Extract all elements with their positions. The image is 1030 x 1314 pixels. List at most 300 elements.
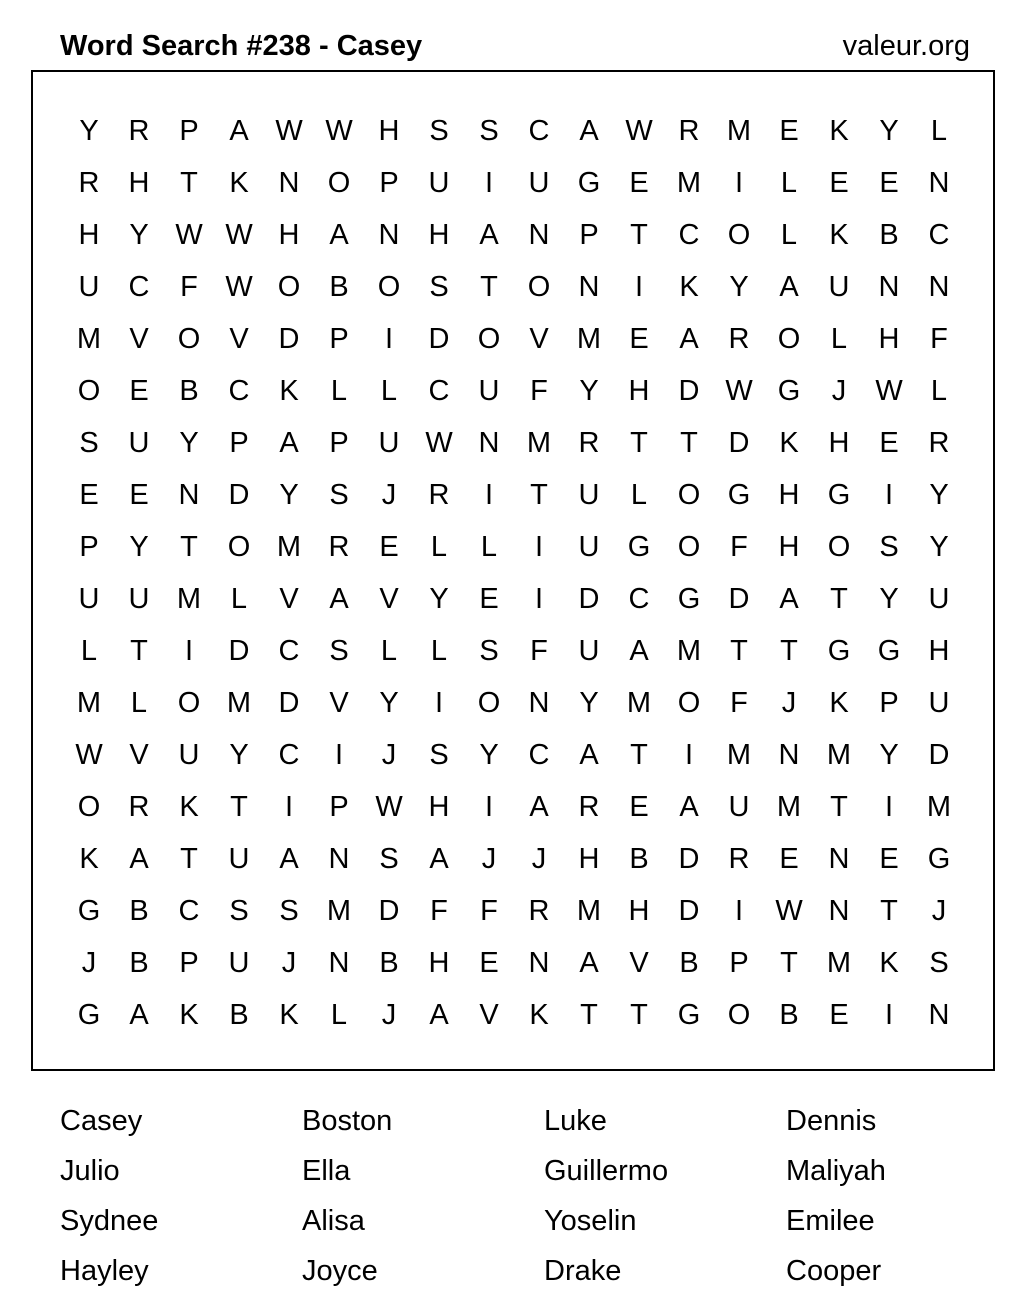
grid-letter: U	[728, 790, 750, 823]
grid-letter: P	[329, 426, 349, 459]
grid-letter: Y	[879, 114, 899, 147]
grid-letter: K	[279, 998, 299, 1031]
grid-letter: J	[381, 998, 397, 1031]
grid-letter: H	[628, 894, 650, 927]
grid-letter: U	[428, 166, 450, 199]
grid-letter: U	[928, 582, 950, 615]
grid-letter: T	[480, 270, 498, 303]
grid-letter: C	[528, 114, 550, 147]
grid-letter: Y	[929, 478, 949, 511]
word-list	[60, 1096, 1028, 1296]
grid-letter: T	[530, 478, 548, 511]
word-list-item: Cooper	[786, 1255, 882, 1287]
grid-letter: L	[80, 634, 98, 667]
grid-letter: L	[130, 686, 148, 719]
grid-letter: Y	[729, 270, 749, 303]
grid-letter: P	[579, 218, 599, 251]
grid-letter: M	[326, 894, 352, 927]
grid-letter: O	[227, 530, 251, 563]
word-list-item: Ella	[302, 1155, 351, 1187]
grid-letter: Y	[179, 426, 199, 459]
grid-letter: N	[828, 894, 850, 927]
grid-letter: E	[629, 166, 649, 199]
grid-letter: K	[279, 374, 299, 407]
grid-letter: H	[928, 634, 950, 667]
grid-letter: L	[430, 530, 448, 563]
word-list-item: Emilee	[786, 1205, 875, 1237]
grid-letter: V	[329, 686, 349, 719]
grid-letter: N	[328, 946, 350, 979]
grid-letter: C	[278, 738, 300, 771]
grid-letter: I	[384, 322, 394, 355]
grid-letter: H	[778, 478, 800, 511]
grid-letter: B	[129, 894, 149, 927]
grid-letter: A	[779, 582, 799, 615]
grid-letter: P	[329, 322, 349, 355]
grid-letter: Y	[279, 478, 299, 511]
grid-letter: L	[780, 166, 798, 199]
grid-letter: N	[528, 686, 550, 719]
grid-letter: T	[130, 634, 148, 667]
grid-letter: L	[480, 530, 498, 563]
grid-letter: U	[578, 478, 600, 511]
grid-letter: G	[827, 634, 851, 667]
grid-letter: D	[578, 582, 600, 615]
grid-letter: D	[228, 634, 250, 667]
grid-letter: I	[484, 478, 494, 511]
grid-letter: S	[429, 270, 449, 303]
grid-letter: N	[928, 270, 950, 303]
grid-letter: R	[728, 842, 750, 875]
grid-letter: N	[178, 478, 200, 511]
grid-letter: L	[930, 114, 948, 147]
grid-letter: Y	[579, 686, 599, 719]
grid-letter: U	[928, 686, 950, 719]
grid-letter: D	[728, 582, 750, 615]
grid-letter: M	[826, 946, 852, 979]
grid-letter: R	[128, 790, 150, 823]
grid-letter: Y	[429, 582, 449, 615]
grid-letter: W	[275, 114, 303, 147]
grid-letter: B	[779, 998, 799, 1031]
grid-letter: Y	[579, 374, 599, 407]
grid-letter: R	[328, 530, 350, 563]
grid-letter: M	[276, 530, 302, 563]
grid-letter: K	[779, 426, 799, 459]
grid-letter: C	[928, 218, 950, 251]
grid-letter: U	[478, 374, 500, 407]
grid-letter: U	[228, 842, 250, 875]
grid-letter: N	[828, 842, 850, 875]
grid-letter: O	[677, 686, 701, 719]
grid-letter: A	[529, 790, 549, 823]
grid-letter: S	[929, 946, 949, 979]
grid-letter: C	[528, 738, 550, 771]
grid-letter: I	[484, 790, 494, 823]
grid-letter: V	[529, 322, 549, 355]
grid-letter: V	[229, 322, 249, 355]
grid-letter: T	[180, 842, 198, 875]
grid-letter: T	[630, 738, 648, 771]
word-list-item: Sydnee	[60, 1205, 159, 1237]
grid-letter: I	[534, 582, 544, 615]
grid-letter: A	[429, 842, 449, 875]
grid-letter: P	[879, 686, 899, 719]
grid-letter: A	[629, 634, 649, 667]
grid-letter: R	[578, 426, 600, 459]
grid-letter: A	[329, 582, 349, 615]
grid-letter: A	[429, 998, 449, 1031]
grid-letter: N	[878, 270, 900, 303]
grid-letter: C	[428, 374, 450, 407]
grid-letter: M	[76, 686, 102, 719]
grid-letter: G	[877, 634, 901, 667]
grid-letter: T	[680, 426, 698, 459]
word-list-item: Casey	[60, 1105, 143, 1137]
grid-letter: F	[530, 634, 548, 667]
grid-letter: U	[228, 946, 250, 979]
grid-letter: I	[634, 270, 644, 303]
grid-letter: U	[578, 634, 600, 667]
grid-letter: H	[628, 374, 650, 407]
word-list-item: Luke	[544, 1105, 607, 1137]
grid-letter: M	[526, 426, 552, 459]
grid-letter: N	[928, 998, 950, 1031]
grid-letter: S	[429, 114, 449, 147]
grid-letter: E	[479, 946, 499, 979]
grid-letter: S	[429, 738, 449, 771]
grid-letter: C	[128, 270, 150, 303]
grid-letter: J	[381, 738, 397, 771]
grid-letter: U	[178, 738, 200, 771]
grid-letter: S	[279, 894, 299, 927]
grid-letter: S	[229, 894, 249, 927]
grid-letter: M	[926, 790, 952, 823]
grid-letter: Y	[379, 686, 399, 719]
grid-letter: O	[477, 322, 501, 355]
grid-letter: T	[180, 166, 198, 199]
grid-letter: J	[81, 946, 97, 979]
grid-letter: L	[330, 374, 348, 407]
grid-letter: E	[829, 166, 849, 199]
grid-letter: W	[325, 114, 353, 147]
grid-letter: W	[775, 894, 803, 927]
grid-letter: S	[379, 842, 399, 875]
grid-letter: W	[375, 790, 403, 823]
grid-letter: O	[727, 218, 751, 251]
grid-letter: O	[277, 270, 301, 303]
grid-letter: K	[179, 998, 199, 1031]
grid-letter: I	[734, 894, 744, 927]
grid-letter: I	[884, 998, 894, 1031]
grid-letter: E	[879, 842, 899, 875]
grid-letter: C	[628, 582, 650, 615]
grid-letter: C	[178, 894, 200, 927]
grid-letter: N	[478, 426, 500, 459]
grid-letter: T	[630, 218, 648, 251]
grid-letter: I	[734, 166, 744, 199]
grid-letter: T	[830, 582, 848, 615]
grid-letter: R	[78, 166, 100, 199]
grid-letter: A	[779, 270, 799, 303]
grid-letter: T	[180, 530, 198, 563]
grid-letter: G	[827, 478, 851, 511]
grid-letter: G	[927, 842, 951, 875]
grid-letter: M	[626, 686, 652, 719]
grid-letter: B	[379, 946, 399, 979]
grid-letter: L	[780, 218, 798, 251]
grid-letter: R	[928, 426, 950, 459]
grid-letter: W	[225, 218, 253, 251]
grid-letter: P	[729, 946, 749, 979]
grid-letter: J	[481, 842, 497, 875]
grid-letter: I	[284, 790, 294, 823]
grid-letter: G	[577, 166, 601, 199]
grid-letter: S	[329, 478, 349, 511]
grid-letter: H	[428, 218, 450, 251]
grid-letter: M	[576, 322, 602, 355]
grid-letter: W	[425, 426, 453, 459]
grid-letter: R	[578, 790, 600, 823]
grid-letter: D	[728, 426, 750, 459]
grid-letter: U	[828, 270, 850, 303]
grid-letter: O	[177, 322, 201, 355]
grid-letter: L	[380, 374, 398, 407]
grid-letter: O	[77, 790, 101, 823]
grid-letter: S	[479, 634, 499, 667]
grid-letter: U	[78, 270, 100, 303]
grid-letter: L	[930, 374, 948, 407]
grid-letter: N	[778, 738, 800, 771]
grid-letter: U	[378, 426, 400, 459]
grid-letter: I	[434, 686, 444, 719]
grid-letter: D	[678, 842, 700, 875]
grid-letter: N	[928, 166, 950, 199]
grid-letter: M	[676, 634, 702, 667]
grid-letter: J	[831, 374, 847, 407]
grid-letter: A	[479, 218, 499, 251]
grid-letter: A	[579, 114, 599, 147]
grid-letter: C	[678, 218, 700, 251]
grid-letter: M	[576, 894, 602, 927]
grid-letter: A	[579, 738, 599, 771]
grid-letter: E	[629, 790, 649, 823]
grid-letter: N	[328, 842, 350, 875]
grid-letter: W	[75, 738, 103, 771]
grid-letter: R	[728, 322, 750, 355]
grid-letter: M	[176, 582, 202, 615]
grid-letter: V	[379, 582, 399, 615]
grid-letter: G	[677, 998, 701, 1031]
grid-letter: O	[177, 686, 201, 719]
grid-letter: O	[527, 270, 551, 303]
grid-letter: L	[430, 634, 448, 667]
word-list-item: Alisa	[302, 1205, 365, 1237]
grid-letter: Y	[879, 738, 899, 771]
grid-letter: J	[531, 842, 547, 875]
grid-letter: I	[534, 530, 544, 563]
grid-letter: W	[175, 218, 203, 251]
grid-letter: F	[730, 530, 748, 563]
grid-letter: P	[79, 530, 99, 563]
grid-letter: A	[329, 218, 349, 251]
grid-letter: V	[479, 998, 499, 1031]
grid-letter: C	[278, 634, 300, 667]
grid-letter: Y	[929, 530, 949, 563]
grid-letter: O	[77, 374, 101, 407]
grid-letter: K	[879, 946, 899, 979]
grid-letter: K	[229, 166, 249, 199]
grid-letter: R	[678, 114, 700, 147]
grid-letter: D	[678, 374, 700, 407]
grid-letter: D	[228, 478, 250, 511]
grid-letter: H	[428, 946, 450, 979]
grid-letter: K	[829, 218, 849, 251]
grid-letter: B	[229, 998, 249, 1031]
grid-letter: H	[828, 426, 850, 459]
grid-letter: N	[578, 270, 600, 303]
grid-letter: T	[580, 998, 598, 1031]
grid-letter: D	[678, 894, 700, 927]
grid-letter: H	[878, 322, 900, 355]
grid-letter: P	[179, 114, 199, 147]
grid-letter: S	[79, 426, 99, 459]
grid-letter: O	[677, 478, 701, 511]
grid-letter: U	[578, 530, 600, 563]
grid-letter: U	[528, 166, 550, 199]
grid-letter: H	[578, 842, 600, 875]
grid-letter: A	[129, 998, 149, 1031]
grid-letter: E	[629, 322, 649, 355]
grid-letter: O	[827, 530, 851, 563]
grid-letter: B	[129, 946, 149, 979]
grid-letter: E	[129, 374, 149, 407]
grid-letter: U	[128, 426, 150, 459]
grid-letter: E	[479, 582, 499, 615]
grid-letter: N	[278, 166, 300, 199]
grid-letter: A	[129, 842, 149, 875]
word-list-item: Joyce	[302, 1255, 378, 1287]
grid-letter: D	[278, 322, 300, 355]
site-name: valeur.org	[842, 30, 970, 62]
grid-letter: O	[727, 998, 751, 1031]
grid-letter: S	[479, 114, 499, 147]
grid-letter: I	[334, 738, 344, 771]
grid-letter: H	[128, 166, 150, 199]
grid-letter: E	[129, 478, 149, 511]
grid-letter: D	[278, 686, 300, 719]
grid-letter: K	[79, 842, 99, 875]
grid-letter: M	[726, 738, 752, 771]
grid-letter: Y	[229, 738, 249, 771]
grid-letter: I	[684, 738, 694, 771]
word-list-item: Guillermo	[544, 1155, 669, 1187]
grid-letter: A	[579, 946, 599, 979]
grid-letter: W	[725, 374, 753, 407]
grid-letter: E	[879, 166, 899, 199]
grid-letter: N	[378, 218, 400, 251]
grid-letter: A	[229, 114, 249, 147]
grid-letter: I	[884, 478, 894, 511]
grid-letter: J	[281, 946, 297, 979]
grid-letter: A	[279, 426, 299, 459]
grid-letter: K	[179, 790, 199, 823]
grid-letter: G	[77, 894, 101, 927]
grid-letter: V	[279, 582, 299, 615]
grid-letter: B	[329, 270, 349, 303]
grid-letter: K	[529, 998, 549, 1031]
grid-letter: V	[129, 322, 149, 355]
grid-letter: J	[381, 478, 397, 511]
grid-letter: M	[726, 114, 752, 147]
grid-letter: I	[484, 166, 494, 199]
word-list-item: Drake	[544, 1255, 622, 1287]
grid-letter: T	[830, 790, 848, 823]
grid-letter: M	[226, 686, 252, 719]
grid-letter: D	[378, 894, 400, 927]
grid-letter: S	[329, 634, 349, 667]
grid-letter: E	[879, 426, 899, 459]
grid-letter: T	[780, 634, 798, 667]
grid-letter: L	[630, 478, 648, 511]
grid-letter: V	[129, 738, 149, 771]
grid-letter: S	[879, 530, 899, 563]
puzzle-title: Word Search #238 - Casey	[60, 30, 423, 62]
grid-letter: K	[829, 114, 849, 147]
grid-letter: M	[76, 322, 102, 355]
grid-letter: A	[679, 322, 699, 355]
grid-letter: G	[677, 582, 701, 615]
grid-letter: H	[778, 530, 800, 563]
grid-letter: U	[78, 582, 100, 615]
grid-letter: V	[629, 946, 649, 979]
grid-letter: T	[730, 634, 748, 667]
grid-letter: F	[930, 322, 948, 355]
grid-letter: T	[630, 998, 648, 1031]
grid-letter: T	[880, 894, 898, 927]
grid-letter: Y	[879, 582, 899, 615]
grid-letter: L	[230, 582, 248, 615]
grid-letter: B	[629, 842, 649, 875]
grid-letter: E	[79, 478, 99, 511]
grid-letter: P	[229, 426, 249, 459]
grid-letter: H	[378, 114, 400, 147]
grid-letter: E	[779, 114, 799, 147]
grid-letter: W	[225, 270, 253, 303]
grid-letter: U	[128, 582, 150, 615]
grid-letter: O	[477, 686, 501, 719]
word-list-item: Dennis	[786, 1105, 877, 1137]
word-list-item: Maliyah	[786, 1155, 886, 1187]
grid-letter: O	[777, 322, 801, 355]
grid-letter: B	[179, 374, 199, 407]
grid-letter: W	[875, 374, 903, 407]
grid-letter: E	[829, 998, 849, 1031]
grid-letter: K	[829, 686, 849, 719]
grid-letter: P	[179, 946, 199, 979]
grid-letter: F	[430, 894, 448, 927]
grid-letter: J	[781, 686, 797, 719]
grid-letter: L	[330, 998, 348, 1031]
grid-letter: H	[278, 218, 300, 251]
grid-letter: F	[180, 270, 198, 303]
grid-letter: E	[379, 530, 399, 563]
grid-letter: B	[679, 946, 699, 979]
word-list-item: Yoselin	[544, 1205, 637, 1237]
grid-letter: M	[826, 738, 852, 771]
grid-letter: F	[530, 374, 548, 407]
grid-letter: R	[528, 894, 550, 927]
